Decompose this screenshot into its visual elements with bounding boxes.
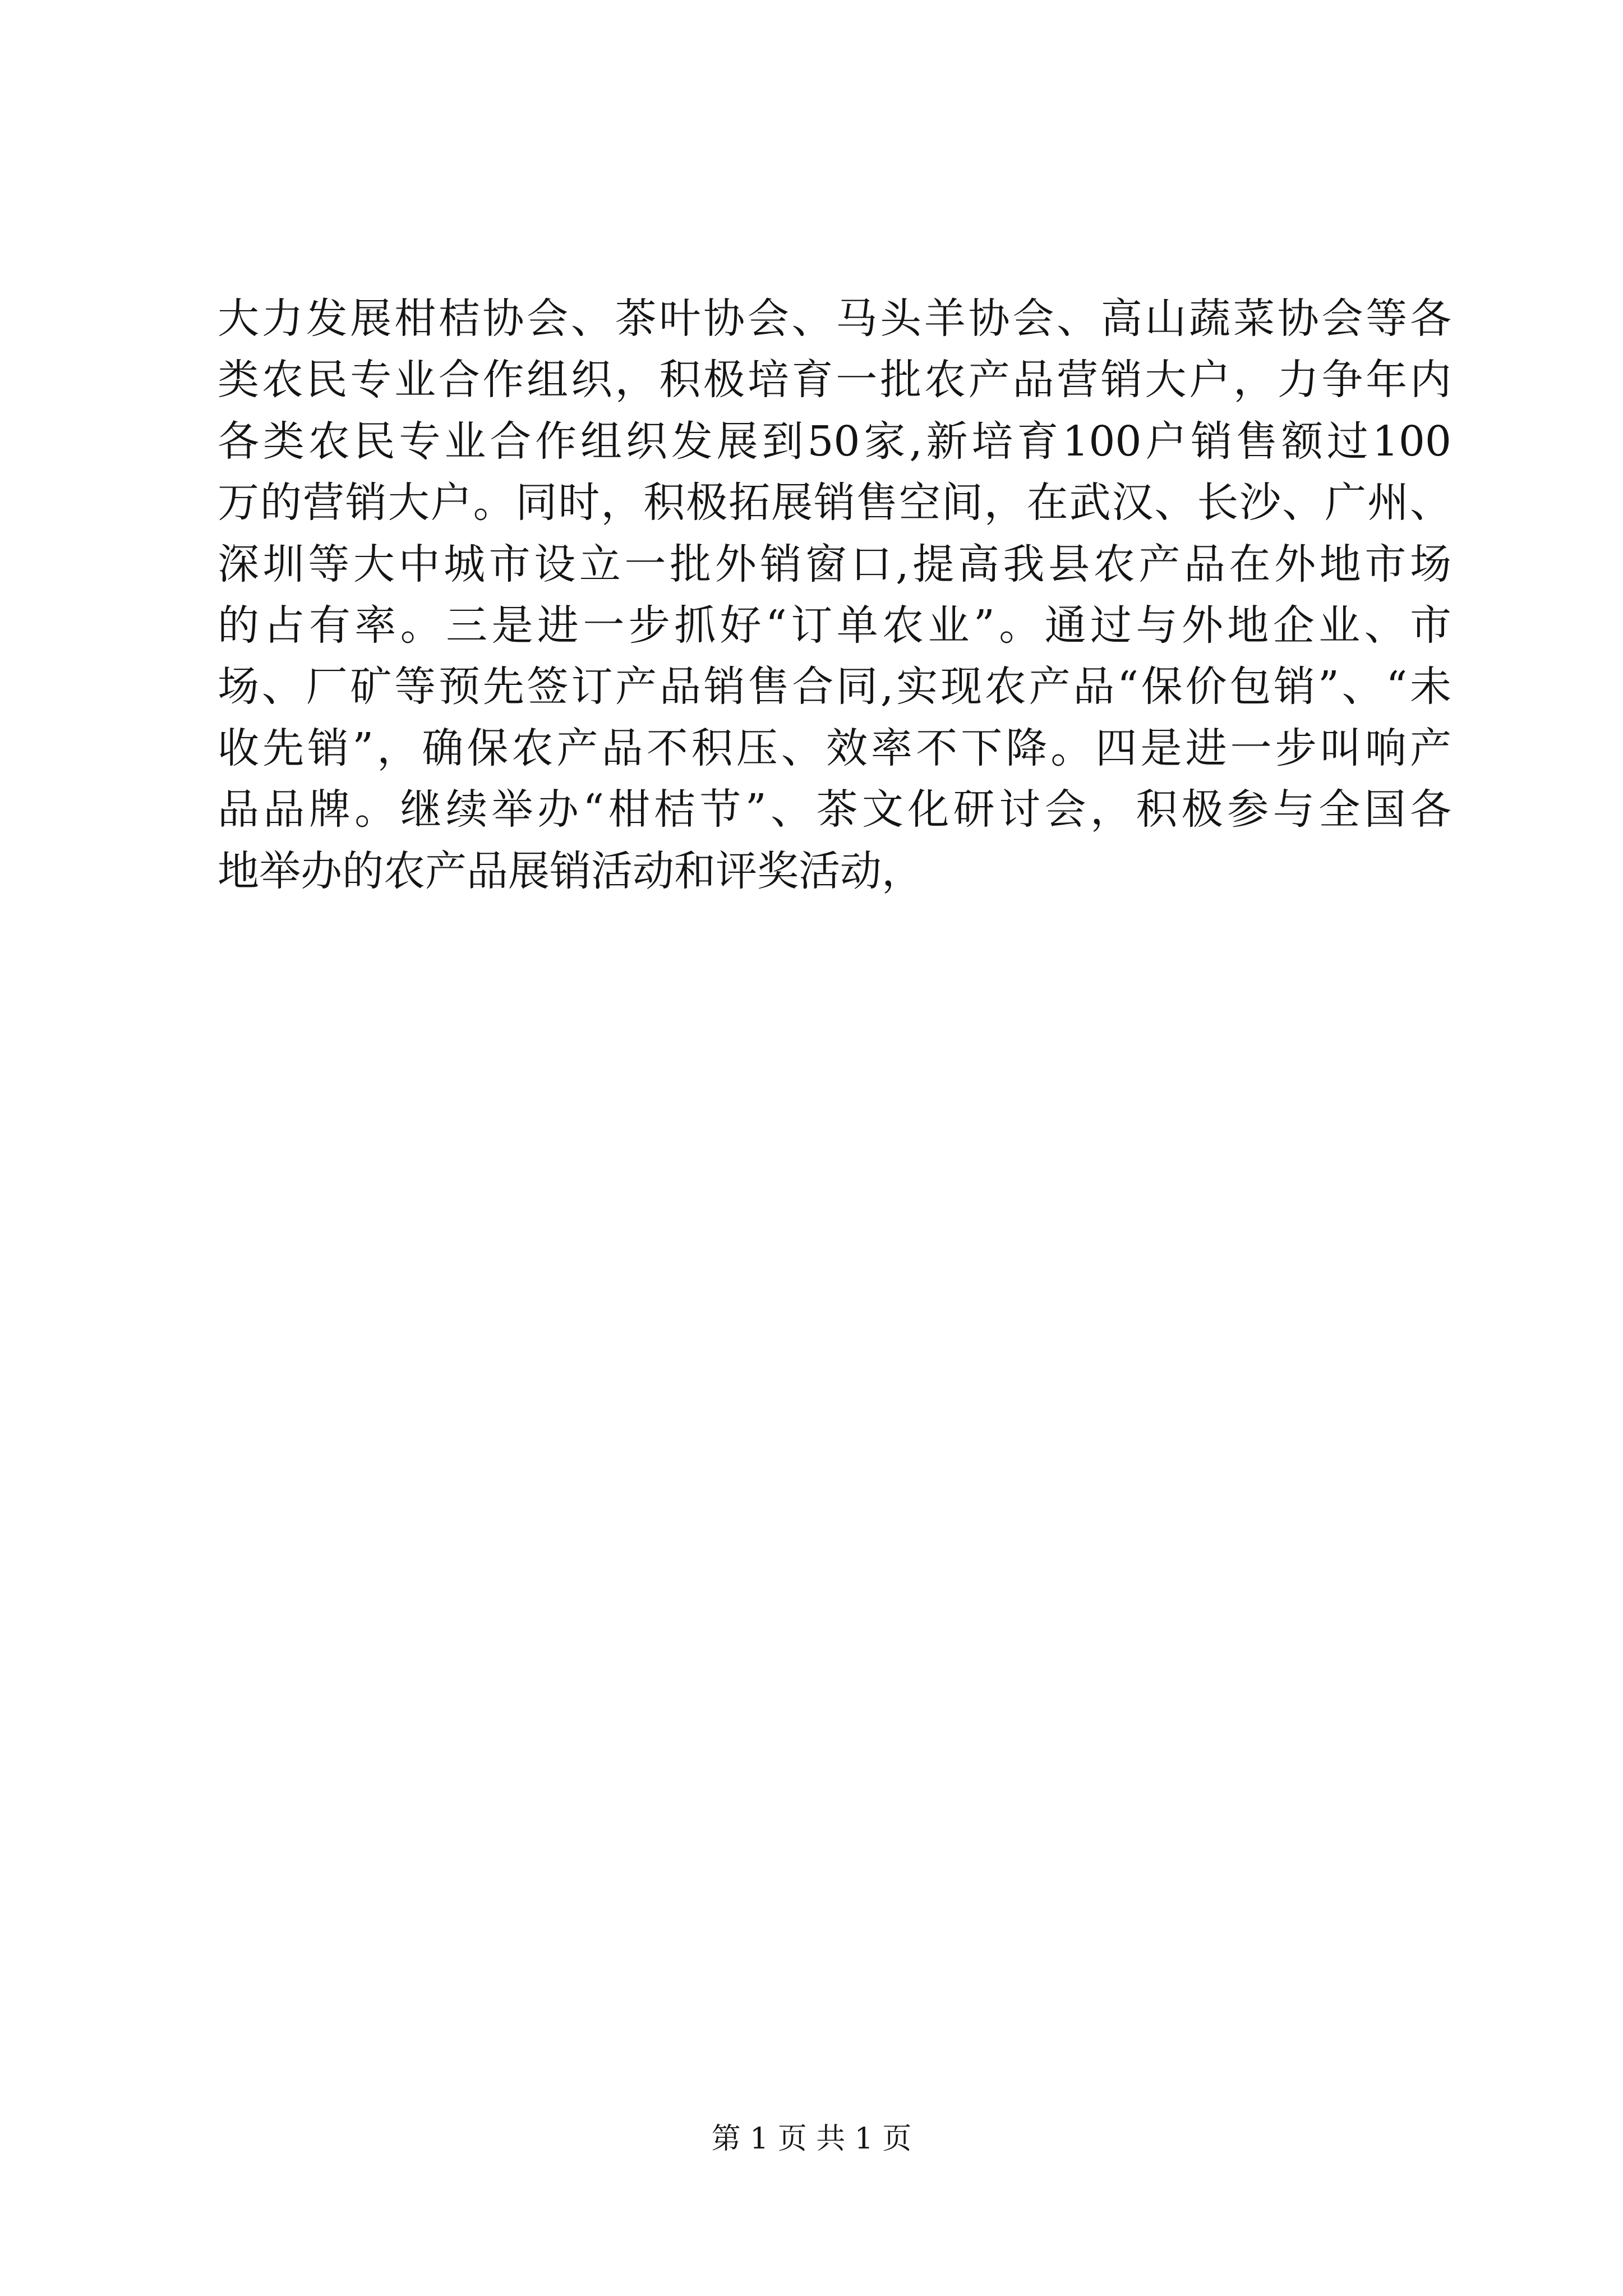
paragraph-line: 大力发展柑桔协会、茶叶协会、马头羊协会、高山蔬菜协会等各 (218, 295, 1451, 343)
paragraph-line: 深圳等大中城市设立一批外销窗口,提高我县农产品在外地市场 (218, 540, 1451, 588)
page-footer (0, 2119, 1623, 2159)
paragraph-line: 万的营销大户。同时，积极拓展销售空间，在武汉、长沙、广州、 (218, 478, 1451, 527)
paragraph-line: 品品牌。继续举办“柑桔节”、茶文化研讨会，积极参与全国各 (218, 785, 1451, 834)
paragraph-line: 各类农民专业合作组织发展到50家,新培育100户销售额过100 (218, 417, 1451, 466)
paragraph-line: 地举办的农产品展销活动和评奖活动， (218, 846, 923, 895)
paragraph-line: 场、厂矿等预先签订产品销售合同,实现农产品“保价包销”、“未 (218, 662, 1451, 711)
paragraph-line: 的占有率。三是进一步抓好“订单农业”。通过与外地企业、市 (218, 601, 1451, 650)
paragraph-line: 类农民专业合作组织，积极培育一批农产品营销大户，力争年内 (218, 356, 1451, 404)
page-number-label: 第 1 页 共 1 页 (711, 2122, 912, 2156)
body-paragraph (218, 288, 1451, 902)
paragraph-line: 收先销”，确保农产品不积压、效率不下降。四是进一步叫响产 (218, 724, 1451, 772)
